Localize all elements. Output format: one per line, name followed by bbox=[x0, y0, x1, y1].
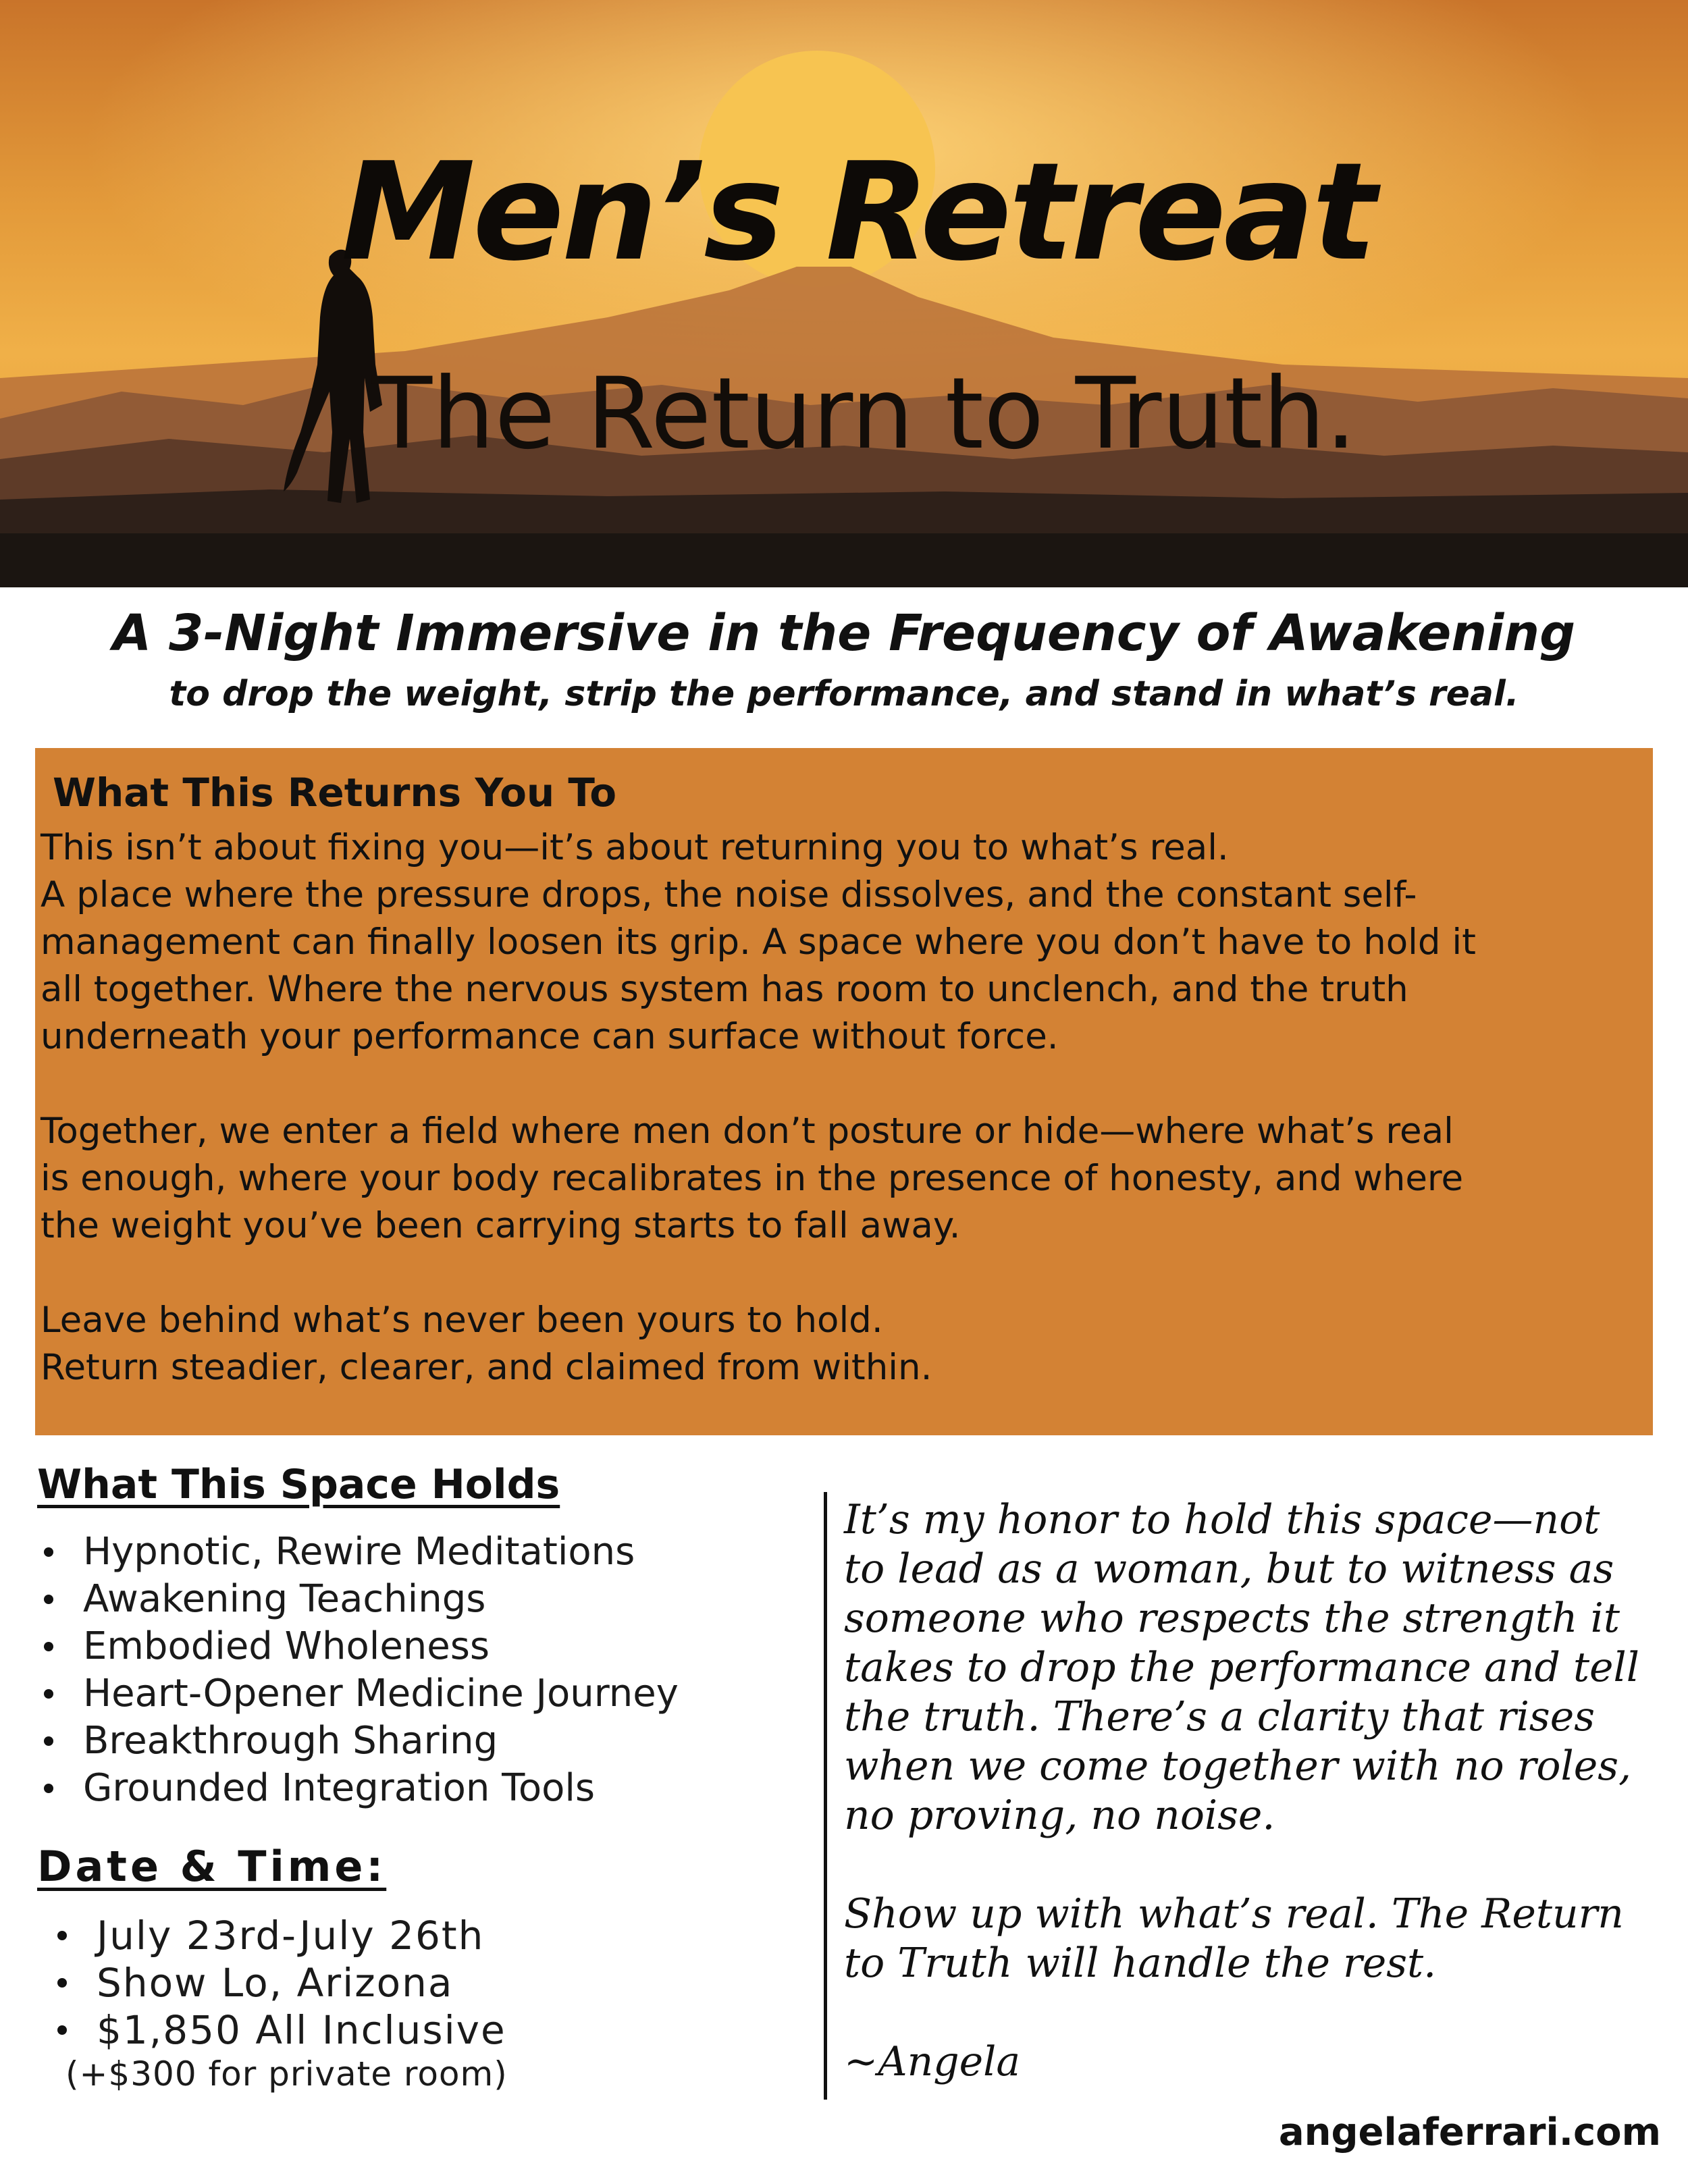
list-item: Heart-Opener Medicine Journey bbox=[37, 1670, 780, 1717]
letter-line: when we come together with no roles, bbox=[844, 1742, 1632, 1790]
letter-line: someone who respects the strength it bbox=[844, 1595, 1620, 1642]
returns-section bbox=[35, 748, 1653, 1435]
paragraph-line: the weight you’ve been carrying starts to fall away. bbox=[41, 1204, 961, 1246]
returns-paragraph-3 bbox=[41, 1297, 1647, 1391]
signature-line: ~Angela bbox=[844, 2038, 1021, 2085]
list-item: Show Lo, Arizona bbox=[51, 1959, 780, 2006]
letter-line: to Truth will handle the rest. bbox=[844, 1940, 1437, 1987]
hero-subtitle: The Return to Truth. bbox=[371, 356, 1357, 471]
returns-heading: What This Returns You To bbox=[53, 770, 617, 816]
paragraph-line: Together, we enter a field where men don’t posture or hide—where what’s real bbox=[41, 1110, 1454, 1152]
list-item: Awakening Teachings bbox=[37, 1576, 780, 1623]
letter-signature bbox=[844, 2037, 1654, 2087]
hero-banner bbox=[0, 0, 1688, 587]
list-item: July 23rd-July 26th bbox=[51, 1912, 780, 1959]
paragraph-line: underneath your performance can surface without force. bbox=[41, 1015, 1059, 1057]
paragraph-line: A place where the pressure drops, the noise dissolves, and the constant self- bbox=[41, 874, 1417, 915]
tagline-main: A 3-Night Immersive in the Frequency of Awakening bbox=[112, 604, 1576, 662]
letter-line: It’s my honor to hold this space—not bbox=[844, 1496, 1600, 1543]
holds-list bbox=[37, 1528, 780, 1812]
details-column bbox=[37, 1458, 780, 2094]
returns-paragraph-2 bbox=[41, 1108, 1647, 1250]
paragraph-line: This isn’t about fixing you—it’s about returning you to what’s real. bbox=[41, 826, 1229, 868]
private-room-note: (+$300 for private room) bbox=[65, 2054, 508, 2094]
personal-letter bbox=[844, 1495, 1654, 2136]
returns-paragraph-1 bbox=[41, 824, 1647, 1061]
letter-line: to lead as a woman, but to witness as bbox=[844, 1545, 1614, 1593]
paragraph-line: all together. Where the nervous system has room to unclench, and the truth bbox=[41, 968, 1408, 1010]
list-item: Grounded Integration Tools bbox=[37, 1765, 780, 1812]
list-item: Embodied Wholeness bbox=[37, 1623, 780, 1670]
paragraph-line: Return steadier, clearer, and claimed from within. bbox=[41, 1346, 932, 1388]
letter-line: the truth. There’s a clarity that rises bbox=[844, 1693, 1595, 1740]
tagline-sub: to drop the weight, strip the performance, and stand in what’s real. bbox=[169, 674, 1519, 714]
paragraph-line: Leave behind what’s never been yours to hold. bbox=[41, 1299, 883, 1341]
paragraph-line: is enough, where your body recalibrates in the presence of honesty, and where bbox=[41, 1157, 1464, 1199]
list-item: Hypnotic, Rewire Meditations bbox=[37, 1528, 780, 1576]
letter-line: Show up with what’s real. The Return bbox=[844, 1890, 1624, 1938]
sunset-landscape-illustration bbox=[0, 0, 1688, 587]
column-divider bbox=[824, 1492, 827, 2100]
holds-heading: What This Space Holds bbox=[37, 1461, 560, 1508]
letter-line: no proving, no noise. bbox=[844, 1792, 1275, 1839]
letter-line: takes to drop the performance and tell bbox=[844, 1644, 1639, 1691]
website-link[interactable]: angelaferrari.com bbox=[1278, 2110, 1661, 2154]
letter-paragraph-1 bbox=[844, 1495, 1654, 1840]
list-item: $1,850 All Inclusive bbox=[51, 2006, 780, 2054]
list-item: Breakthrough Sharing bbox=[37, 1717, 780, 1765]
letter-paragraph-2 bbox=[844, 1890, 1654, 1988]
hero-title: Men’s Retreat bbox=[341, 134, 1374, 291]
date-list bbox=[51, 1912, 780, 2054]
paragraph-line: management can finally loosen its grip. A space where you don’t have to hold it bbox=[41, 921, 1476, 963]
date-heading: Date & Time: bbox=[37, 1842, 387, 1891]
